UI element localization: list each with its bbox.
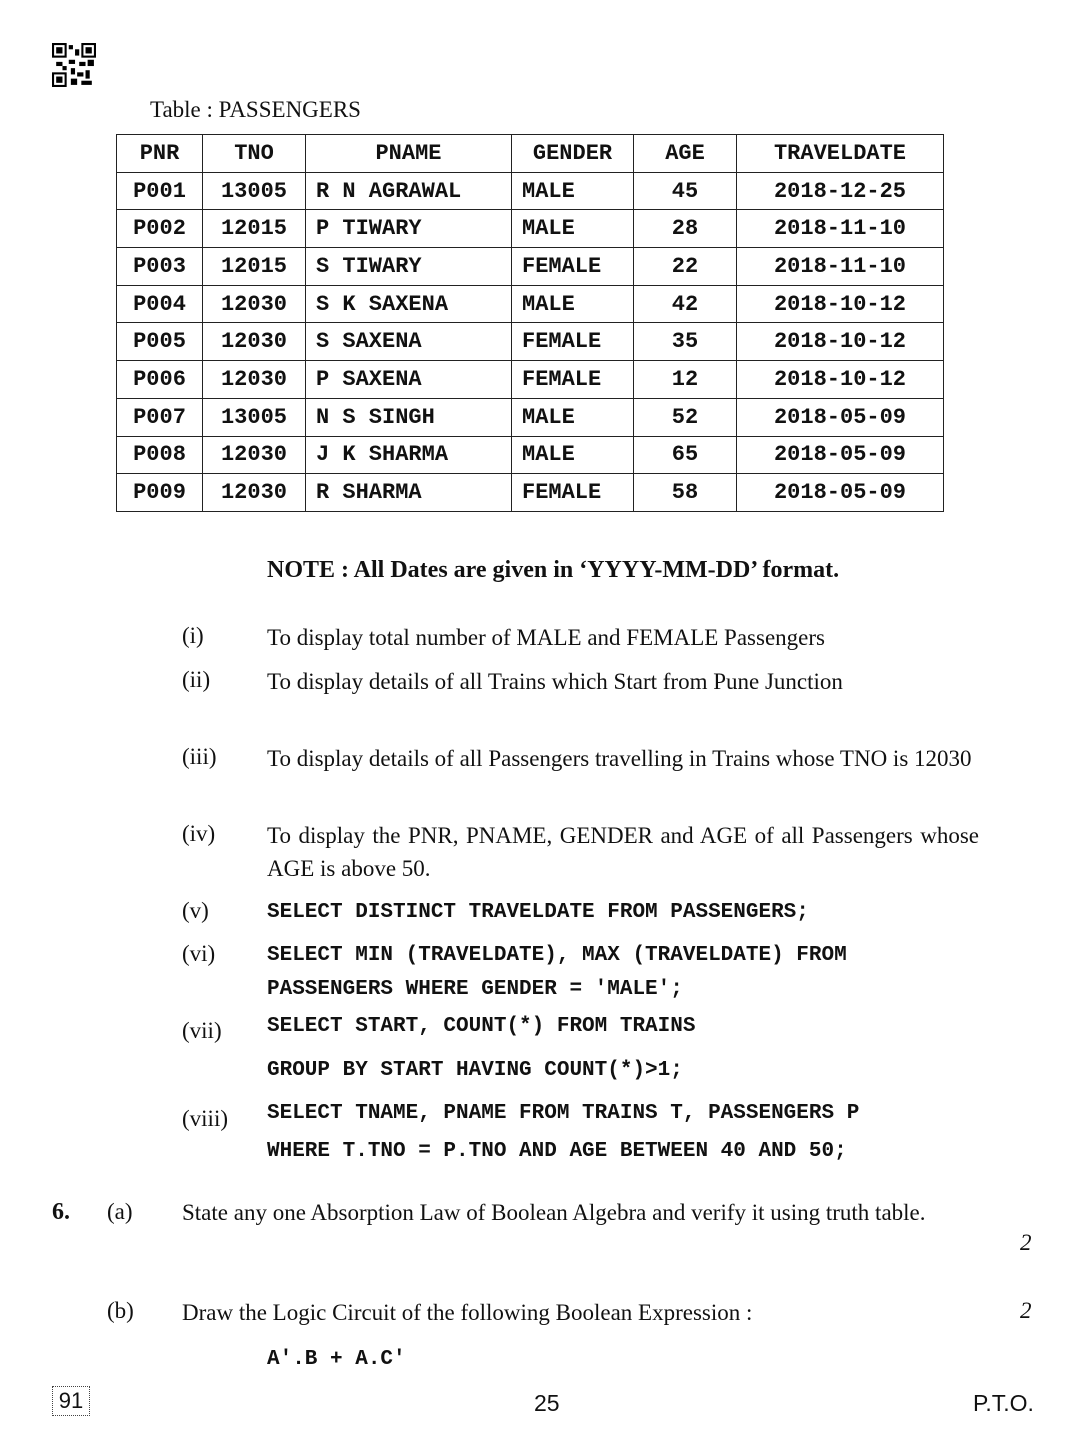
cell-gender: MALE [512,436,634,474]
cell-pname: N S SINGH [306,398,512,436]
subquestion-label: (a) [107,1199,133,1224]
cell-age: 65 [634,436,737,474]
cell-age: 58 [634,474,737,512]
table-caption: Table : PASSENGERS [150,97,361,122]
column-header-tno: TNO [203,135,306,173]
cell-gender: MALE [512,172,634,210]
pto-label: P.T.O. [973,1390,1034,1416]
cell-tno: 12030 [203,361,306,399]
cell-pname: S SAXENA [306,323,512,361]
question-label: (iii) [182,744,217,769]
table-row [117,436,944,474]
marks: 2 [1020,1230,1032,1255]
question-text: To display details of all Trains which Start from Pune Junction [267,669,843,694]
cell-pnr: P008 [117,436,203,474]
table-row [117,398,944,436]
cell-tno: 12015 [203,248,306,286]
cell-gender: MALE [512,285,634,323]
cell-pnr: P002 [117,210,203,248]
qr-code-icon [52,43,96,87]
paper-code: 91 [52,1386,90,1416]
cell-gender: FEMALE [512,474,634,512]
page-number: 25 [534,1390,560,1416]
cell-traveldate: 2018-11-10 [737,248,944,286]
subquestion-label: (b) [107,1298,134,1323]
table-body [117,172,944,511]
question-label: (viii) [182,1106,228,1131]
cell-traveldate: 2018-05-09 [737,398,944,436]
cell-pname: P SAXENA [306,361,512,399]
cell-gender: FEMALE [512,361,634,399]
table-row [117,474,944,512]
boolean-expression: A′.B + A.C′ [267,1348,406,1371]
cell-age: 42 [634,285,737,323]
date-format-note: NOTE : All Dates are given in ‘YYYY-MM-DD’ format. [267,557,840,583]
cell-gender: MALE [512,398,634,436]
column-header-gender: GENDER [512,135,634,173]
sql-query: SELECT START, COUNT(*) FROM TRAINS GROUP BY START HAVING COUNT(*)>1; [267,1015,696,1082]
cell-tno: 12030 [203,436,306,474]
cell-traveldate: 2018-12-25 [737,172,944,210]
cell-age: 52 [634,398,737,436]
question-number: 6. [52,1199,70,1225]
cell-pname: R N AGRAWAL [306,172,512,210]
passengers-table [116,134,944,512]
cell-pname: R SHARMA [306,474,512,512]
cell-pname: S TIWARY [306,248,512,286]
cell-tno: 13005 [203,172,306,210]
table-row [117,323,944,361]
cell-pnr: P005 [117,323,203,361]
cell-age: 35 [634,323,737,361]
cell-pnr: P003 [117,248,203,286]
column-header-pname: PNAME [306,135,512,173]
cell-pname: J K SHARMA [306,436,512,474]
cell-age: 45 [634,172,737,210]
question-text: To display the PNR, PNAME, GENDER and AGE of all Passengers whose AGE is above 50. [267,823,979,881]
table-row [117,210,944,248]
cell-pnr: P006 [117,361,203,399]
cell-pnr: P001 [117,172,203,210]
question-label: (vii) [182,1018,222,1043]
sql-query: SELECT DISTINCT TRAVELDATE FROM PASSENGERS; [267,901,809,924]
cell-age: 22 [634,248,737,286]
cell-pnr: P009 [117,474,203,512]
cell-traveldate: 2018-10-12 [737,285,944,323]
column-header-age: AGE [634,135,737,173]
question-label: (v) [182,898,209,923]
question-label: (vi) [182,941,216,966]
question-label: (iv) [182,821,216,846]
question-text: To display total number of MALE and FEMALE Passengers [267,625,825,650]
cell-gender: FEMALE [512,323,634,361]
cell-age: 28 [634,210,737,248]
marks: 2 [1020,1298,1032,1323]
column-header-traveldate: TRAVELDATE [737,135,944,173]
cell-pnr: P004 [117,285,203,323]
question-text: To display details of all Passengers travelling in Trains whose TNO is 12030 [267,746,972,771]
table-header-row [117,135,944,173]
cell-pname: S K SAXENA [306,285,512,323]
table-row [117,172,944,210]
cell-tno: 12030 [203,323,306,361]
cell-tno: 12030 [203,474,306,512]
question-text: Draw the Logic Circuit of the following Boolean Expression : [182,1300,753,1325]
cell-traveldate: 2018-11-10 [737,210,944,248]
question-label: (ii) [182,667,211,692]
cell-gender: MALE [512,210,634,248]
table-row [117,361,944,399]
cell-pnr: P007 [117,398,203,436]
cell-traveldate: 2018-10-12 [737,323,944,361]
question-label: (i) [182,623,204,648]
sql-query: SELECT MIN (TRAVELDATE), MAX (TRAVELDATE) FROM PASSENGERS WHERE GENDER = 'MALE'; [267,944,847,1001]
cell-traveldate: 2018-05-09 [737,474,944,512]
cell-tno: 12030 [203,285,306,323]
sql-query: SELECT TNAME, PNAME FROM TRAINS T, PASSENGERS P WHERE T.TNO = P.TNO AND AGE BETWEEN 40 AND 50; [267,1102,860,1163]
cell-age: 12 [634,361,737,399]
cell-gender: FEMALE [512,248,634,286]
question-text: State any one Absorption Law of Boolean Algebra and verify it using truth table. [182,1200,926,1225]
cell-traveldate: 2018-10-12 [737,361,944,399]
table-row [117,285,944,323]
table-row [117,248,944,286]
cell-tno: 12015 [203,210,306,248]
column-header-pnr: PNR [117,135,203,173]
cell-pname: P TIWARY [306,210,512,248]
cell-traveldate: 2018-05-09 [737,436,944,474]
cell-tno: 13005 [203,398,306,436]
